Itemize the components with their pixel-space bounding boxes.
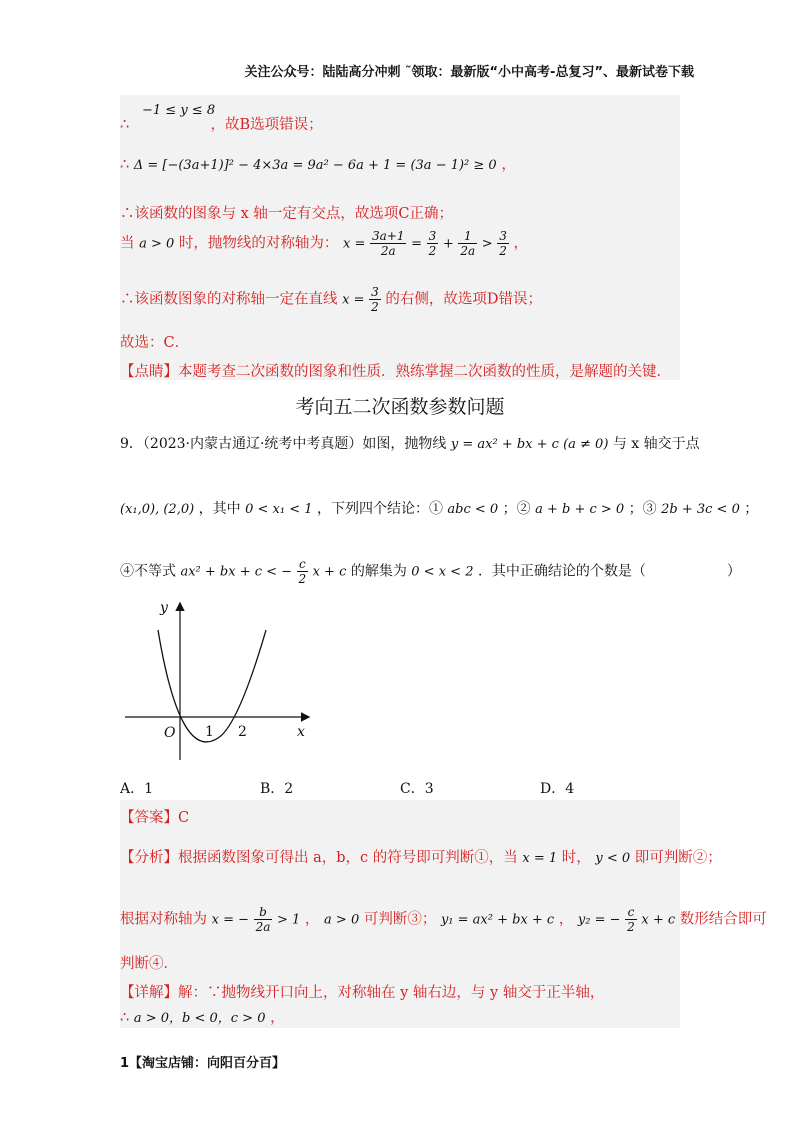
choice-a[interactable]: A．1 (120, 781, 154, 797)
fraction: $\frac{3}{2}$ (499, 229, 507, 258)
final-choice: 故选：C． (120, 335, 190, 351)
y-axis-label: y (160, 600, 168, 616)
condition-a-positive: a > 0 (139, 236, 175, 252)
question-line-3: ④不等式 ax² + bx + c < − $\frac{c}{2}$ x + c 的解集为 0 < x < 2 ．其中正确结论的个数是（ ） (120, 557, 741, 586)
answer-line: 【答案】C (120, 810, 190, 826)
range-expr: −1 ≤ y ≤ 8 (142, 103, 216, 118)
page-footer: 1【淘宝店铺：向阳百分百】 (120, 1056, 286, 1071)
therefore-symbol: ∴ (120, 117, 130, 133)
x-axis-label: x (297, 724, 305, 740)
fraction: $\frac{3}{2}$ (371, 285, 379, 314)
parabola-expr: y = ax² + bx + c (a ≠ 0) (450, 437, 609, 452)
page-header: 关注公众号：陆陆高分冲刺 ˜领取：最新版“小中高考-总复习”、最新试卷下载 (244, 65, 694, 80)
solution-panel-bottom (120, 800, 767, 1028)
question-line-1: 9．（2023·内蒙古通辽·统考中考真题）如图，抛物线 y = ax² + bx + c (a ≠ 0) 与 x 轴交于点 (120, 436, 700, 452)
detail-line-2: ∴ a > 0，b < 0，c > 0 ， (120, 1010, 285, 1026)
origin-label: O (164, 725, 176, 741)
fraction: $\frac{b}{2a}$ (255, 905, 271, 934)
parabola-graph (120, 598, 320, 768)
choice-d[interactable]: D．4 (540, 781, 575, 797)
section-title: 考向五二次函数参数问题 (295, 396, 505, 418)
choice-b[interactable]: B．2 (260, 781, 294, 797)
tick-label-2: 2 (238, 724, 247, 740)
fraction: $\frac{1}{2a}$ (460, 229, 476, 258)
choice-c[interactable]: C．3 (400, 781, 434, 797)
key-point-note: 【点睛】本题考查二次函数的图象和性质．熟练掌握二次函数的性质，是解题的关键． (120, 364, 671, 380)
analysis-line-3: 判断④． (120, 956, 178, 972)
option-c-conclusion: ∴该函数的图象与 x 轴一定有交点，故选项C正确； (120, 206, 453, 222)
question-line-2: (x₁,0), (2,0) ，其中 0 < x₁ < 1 ，下列四个结论：① abc < 0 ；② a + b + c > 0 ；③ 2b + 3c < 0 ； (120, 501, 759, 517)
therefore-symbol: ∴ (120, 157, 130, 173)
option-d-conclusion: ∴该函数图象的对称轴一定在直线 (120, 291, 338, 308)
solution-panel-top: −1 ≤ y ≤ 8 ∴ ，故B选项错误； ∴ Δ = [−(3a+1)]² − 4×3a = 9a² − 6a + 1 = (3a − 1)² ≥ 0 ， ∴该函数的图象与 x 轴一定有交点，故选项C正确； 当 a > 0 时，抛物线的对称轴为： x = $\frac{3a+1}{2a}$ = $\frac{3}{2}$ + $\frac{1}{2a}$ > $\frac{3}{2}$ ， ∴该函数图象的对称轴一定在直线 x = $\frac{3}{2}$ 的右侧，故选项D错误； 故选：C． 【点睛】本题考查二次函数的图象和性质．熟练掌握二次函数的性质，是解题的关键． (120, 95, 680, 380)
detail-line-1: 【详解】解：∵抛物线开口向上，对称轴在 y 轴右边，与 y 轴交于正半轴， (120, 985, 605, 1001)
fraction: $\frac{3a+1}{2a}$ (371, 229, 405, 258)
option-b-conclusion: ，故B选项错误； (210, 117, 323, 133)
tick-label-1: 1 (205, 724, 214, 740)
discriminant-expr: Δ = [−(3a+1)]² − 4×3a = 9a² − 6a + 1 = (3a − 1)² ≥ 0 (133, 158, 497, 173)
fraction: $\frac{3}{2}$ (428, 229, 437, 258)
fraction: $\frac{c}{2}$ (298, 557, 307, 586)
fraction: $\frac{c}{2}$ (627, 905, 635, 934)
analysis-line-1: 【分析】根据函数图象可得出 a，b，c 的符号即可判断①，当 x = 1 时， y < 0 即可判断②； (120, 850, 722, 866)
analysis-line-2: 根据对称轴为 x = − $\frac{b}{2a}$ > 1 ， a > 0 可判断③； y₁ = ax² + bx + c ， y₂ = − $\frac{c}{2}$ x + c 数形结合即可 (120, 905, 767, 934)
